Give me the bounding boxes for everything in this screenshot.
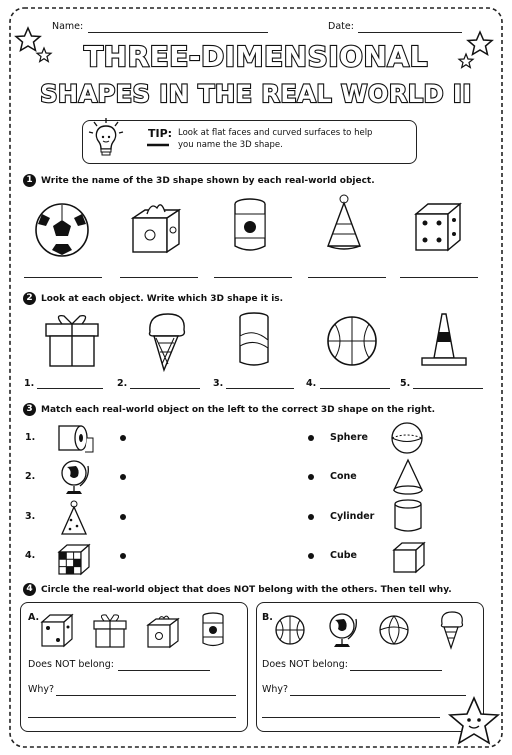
name-field[interactable] (88, 32, 268, 33)
panel-b-why-label: Why? (262, 684, 289, 695)
toilet-paper-icon (57, 422, 97, 456)
shape-label-cylinder: Cylinder (330, 511, 375, 522)
tissue-box-icon (127, 198, 187, 258)
shape-label-cone: Cone (330, 471, 357, 482)
match-dot-left[interactable] (120, 474, 126, 480)
match-dot-right[interactable] (308, 435, 314, 441)
tip-underline (147, 143, 171, 147)
basketball-icon (274, 614, 310, 650)
answer-blank[interactable] (400, 277, 478, 278)
beach-ball-icon (378, 614, 414, 650)
question-number: 2 (23, 292, 36, 305)
question-instruction: Circle the real-world object that does NOT belong with the others. Then tell why. (41, 585, 452, 595)
tip-text-line1: Look at flat faces and curved surfaces to help (178, 128, 373, 138)
panel-a-not-belong-field[interactable] (118, 670, 210, 671)
panel-b-not-belong-label: Does NOT belong: (262, 659, 348, 670)
dice-icon (412, 198, 472, 258)
match-row-number: 2. (25, 471, 36, 482)
match-dot-right[interactable] (308, 474, 314, 480)
ice-cream-cone-icon (144, 310, 194, 374)
panel-a-why-label: Why? (28, 684, 55, 695)
panel-a-label: A. (28, 612, 40, 623)
shape-label-cube: Cube (330, 550, 357, 561)
soda-can-icon (236, 310, 276, 372)
date-label: Date: (328, 21, 354, 32)
answer-blank[interactable] (226, 388, 294, 389)
answer-blank[interactable] (120, 277, 198, 278)
answer-blank[interactable] (24, 277, 102, 278)
question-number: 4 (23, 583, 36, 596)
gift-box-icon (42, 312, 102, 372)
question-instruction: Write the name of the 3D shape shown by each real-world object. (41, 176, 375, 186)
gift-box-icon (92, 613, 128, 649)
basketball-icon (325, 314, 385, 374)
question-number: 3 (23, 403, 36, 416)
date-field[interactable] (358, 32, 462, 33)
question-instruction: Look at each object. Write which 3D shape it is. (41, 294, 284, 304)
smiling-star-icon (446, 696, 506, 752)
panel-b-not-belong-field[interactable] (350, 670, 442, 671)
match-dot-left[interactable] (120, 514, 126, 520)
question-number: 1 (23, 174, 36, 187)
page-title-line1: THREE-DIMENSIONAL (84, 40, 428, 73)
sphere-icon (390, 421, 430, 457)
cone-icon (392, 458, 432, 498)
panel-a-why-field-2[interactable] (28, 717, 236, 718)
shape-label-sphere: Sphere (330, 432, 368, 443)
can-icon (228, 196, 278, 258)
panel-b-why-field[interactable] (290, 695, 466, 696)
globe-icon (58, 458, 94, 498)
panel-b-why-field-2[interactable] (262, 717, 440, 718)
dice-icon (40, 613, 76, 649)
soccer-ball-icon (32, 200, 92, 260)
party-hat-icon (58, 500, 92, 540)
answer-blank[interactable] (308, 277, 386, 278)
blank-number: 1. (24, 378, 35, 389)
panel-a-not-belong-label: Does NOT belong: (28, 659, 114, 670)
answer-blank[interactable] (413, 388, 483, 389)
ice-cream-cone-icon (438, 610, 468, 650)
globe-icon (326, 611, 362, 651)
lightbulb-icon (86, 116, 126, 166)
panel-b-label: B. (262, 612, 273, 623)
cube-icon (392, 541, 432, 577)
question-instruction: Match each real-world object on the left to the correct 3D shape on the right. (41, 405, 436, 415)
name-label: Name: (52, 21, 84, 32)
page-title-line2: SHAPES IN THE REAL WORLD II (40, 80, 472, 108)
blank-number: 2. (117, 378, 128, 389)
blank-number: 5. (400, 378, 411, 389)
blank-number: 3. (213, 378, 224, 389)
match-row-number: 4. (25, 550, 36, 561)
answer-blank[interactable] (320, 388, 390, 389)
can-icon (200, 611, 230, 649)
match-row-number: 3. (25, 511, 36, 522)
traffic-cone-icon (418, 310, 478, 370)
match-dot-right[interactable] (308, 514, 314, 520)
panel-a-why-field[interactable] (56, 695, 236, 696)
answer-blank[interactable] (37, 388, 103, 389)
match-dot-left[interactable] (120, 435, 126, 441)
answer-blank[interactable] (130, 388, 200, 389)
match-dot-left[interactable] (120, 553, 126, 559)
match-row-number: 1. (25, 432, 36, 443)
blank-number: 4. (306, 378, 317, 389)
cylinder-icon (392, 498, 432, 538)
tissue-box-icon (146, 613, 182, 649)
answer-blank[interactable] (214, 277, 292, 278)
party-hat-icon (322, 194, 372, 256)
tip-text-line2: you name the 3D shape. (178, 140, 283, 150)
rubiks-cube-icon (57, 542, 93, 578)
match-dot-right[interactable] (308, 553, 314, 559)
tip-label: TIP: (148, 127, 173, 140)
